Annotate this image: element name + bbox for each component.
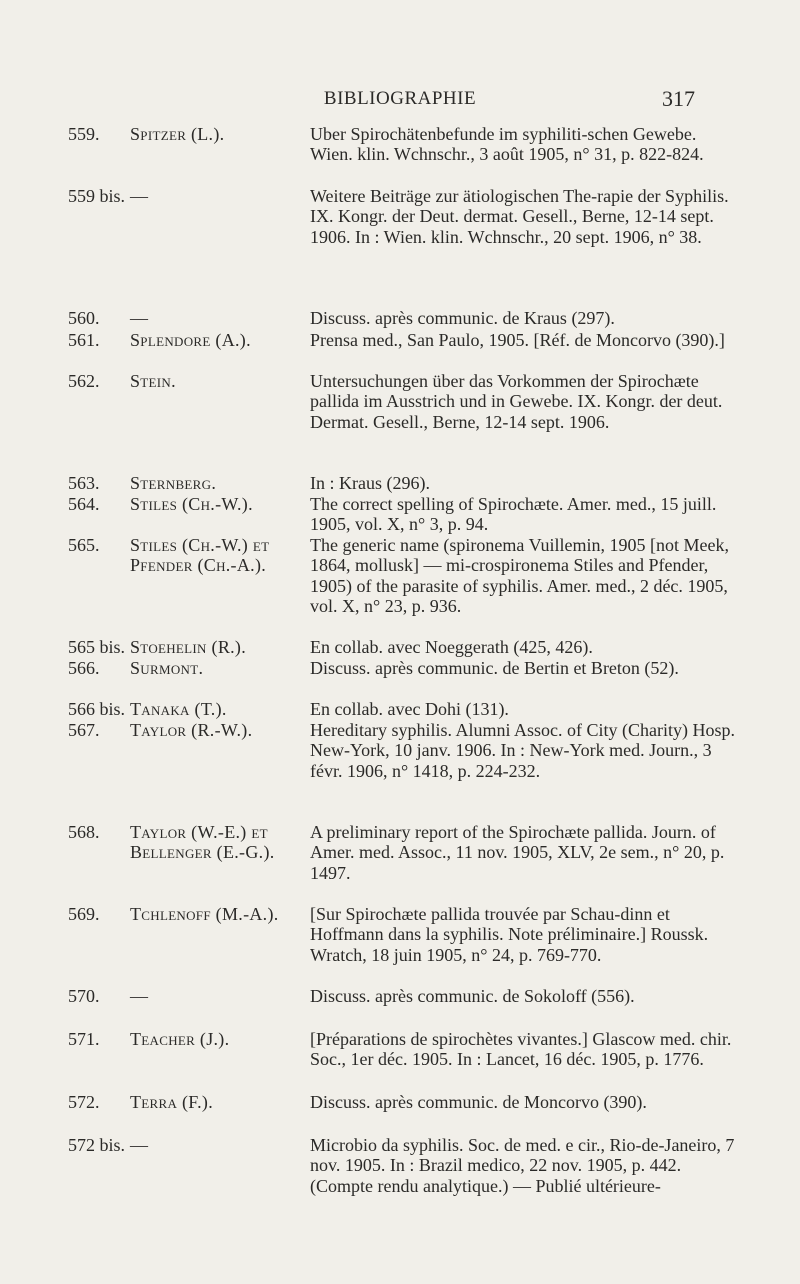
entry-citation: En collab. avec Dohi (131). <box>310 699 509 719</box>
entry-author: Spitzer (L.). <box>130 124 225 144</box>
entry-number: 560. <box>68 308 100 328</box>
entry-citation: Uber Spirochätenbefunde im syphiliti-schen Gewebe. Wien. klin. Wchnschr., 3 août 1905, n° 31, p. 822-824. <box>310 124 704 165</box>
entry-citation: Prensa med., San Paulo, 1905. [Réf. de Moncorvo (390).] <box>310 330 725 350</box>
entry-citation: Discuss. après communic. de Moncorvo (390). <box>310 1092 647 1112</box>
entry-citation: Discuss. après communic. de Bertin et Breton (52). <box>310 658 679 678</box>
entry-number: 562. <box>68 371 100 391</box>
entry-author: Teacher (J.). <box>130 1029 230 1049</box>
entry-author: — <box>130 986 149 1006</box>
entry-author: — <box>130 308 149 328</box>
page-number: 317 <box>662 86 695 111</box>
entry-number: 571. <box>68 1029 100 1049</box>
entry-number: 568. <box>68 822 100 842</box>
entry-citation: Weitere Beiträge zur ätiologischen The-rapie der Syphilis. IX. Kongr. der Deut. dermat. Gesell., Berne, 12-14 sept. 1906. In : Wien. klin. Wchnschr., 20 sept. 1906, n° 38. <box>310 186 729 247</box>
entry-citation: Discuss. après communic. de Sokoloff (556). <box>310 986 635 1006</box>
entry-author: Splendore (A.). <box>130 330 251 350</box>
entry-number: 565 bis. <box>68 637 126 657</box>
entry-number: 569. <box>68 904 100 924</box>
entry-author: — <box>130 186 149 206</box>
entry-author: Taylor (W.-E.) et Bellenger (E.-G.). <box>130 822 275 862</box>
entry-author: Terra (F.). <box>130 1092 214 1112</box>
entry-number: 561. <box>68 330 100 350</box>
running-header: BIBLIOGRAPHIE <box>323 88 477 109</box>
entry-number: 566. <box>68 658 100 678</box>
entry-citation: Untersuchungen über das Vorkommen der Spirochæte pallida im Ausstrich und in Gewebe. IX. Kongr. der deut. Dermat. Gesell., Berne, 12-14 sept. 1906. <box>310 371 723 432</box>
entry-number: 572. <box>68 1092 100 1112</box>
entry-number: 564. <box>68 494 100 514</box>
entry-number: 559. <box>68 124 100 144</box>
entry-number: 566 bis. <box>68 699 126 719</box>
entry-number: 565. <box>68 535 100 555</box>
entry-citation: [Préparations de spirochètes vivantes.] Glascow med. chir. Soc., 1er déc. 1905. In : Lancet, 16 déc. 1905, p. 1776. <box>310 1029 732 1070</box>
entry-author: Tchlenoff (M.-A.). <box>130 904 279 924</box>
entry-citation: [Sur Spirochæte pallida trouvée par Schau-dinn et Hoffmann dans la syphilis. Note préliminaire.] Roussk. Wratch, 18 juin 1905, n° 24, p. 769-770. <box>310 904 709 965</box>
entry-author: Surmont. <box>130 658 204 678</box>
entry-author: Stiles (Ch.-W.) et Pfender (Ch.-A.). <box>130 535 270 575</box>
entry-author: Tanaka (T.). <box>130 699 227 719</box>
entry-citation: Microbio da syphilis. Soc. de med. e cir., Rio-de-Janeiro, 7 nov. 1905. In : Brazil medico, 22 nov. 1905, p. 442. (Compte rendu analytique.) — Publié ultérieure- <box>310 1135 735 1196</box>
entry-number: 563. <box>68 473 100 493</box>
entry-citation: The correct spelling of Spirochæte. Amer. med., 15 juill. 1905, vol. X, n° 3, p. 94. <box>310 494 717 535</box>
entry-author: Stein. <box>130 371 176 391</box>
entry-citation: Hereditary syphilis. Alumni Assoc. of City (Charity) Hosp. New-York, 10 janv. 1906. In : New-York med. Journ., 3 févr. 1906, n° 1418, p. 224-232. <box>310 720 735 781</box>
entry-number: 567. <box>68 720 100 740</box>
entry-author: Taylor (R.-W.). <box>130 720 253 740</box>
entry-citation: En collab. avec Noeggerath (425, 426). <box>310 637 593 657</box>
entry-author: Stiles (Ch.-W.). <box>130 494 253 514</box>
entry-number: 572 bis. <box>68 1135 126 1155</box>
entry-citation: In : Kraus (296). <box>310 473 430 493</box>
entry-number: 570. <box>68 986 100 1006</box>
entry-author: Sternberg. <box>130 473 217 493</box>
entry-citation: The generic name (spironema Vuillemin, 1905 [not Meek, 1864, mollusk] — mi-crospironema Stiles and Pfender, 1905) of the parasite of syphilis. Amer. med., 2 déc. 1905, vol. X, n° 23, p. 936. <box>310 535 729 616</box>
entry-author: — <box>130 1135 149 1155</box>
entry-citation: A preliminary report of the Spirochæte pallida. Journ. of Amer. med. Assoc., 11 nov. 1905, XLV, 2e sem., n° 20, p. 1497. <box>310 822 725 883</box>
entry-author: Stoehelin (R.). <box>130 637 247 657</box>
entry-citation: Discuss. après communic. de Kraus (297). <box>310 308 615 328</box>
entry-number: 559 bis. <box>68 186 126 206</box>
